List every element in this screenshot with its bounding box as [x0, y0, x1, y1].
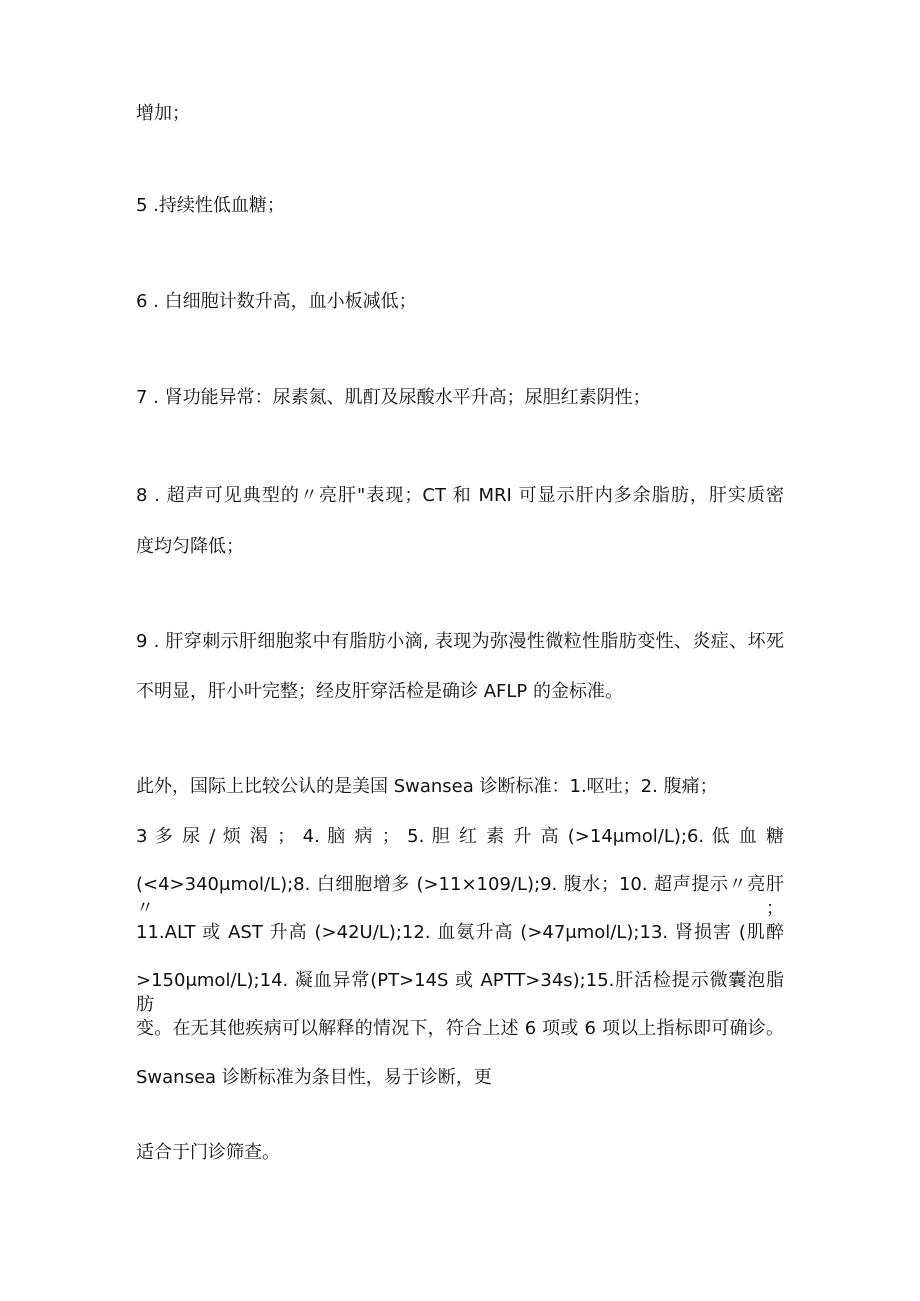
text-line-12: 11.ALT 或 AST 升高 (>42U/L);12. 血氨升高 (>47μmol∕L);13. 肾损害 (肌醉	[136, 922, 784, 943]
text-line-5: 8 . 超声可见典型的〃亮肝"表现；CT 和 MRI 可显示肝内多余脂肪，肝实质密	[136, 485, 784, 506]
text-line-4: 7 . 肾功能异常：尿素氮、肌酊及尿酸水平升高；尿胆红素阴性；	[136, 387, 651, 408]
text-line-2: 5 .持续性低血糖；	[136, 195, 285, 216]
text-line-8: 不明显，肝小叶完整；经皮肝穿活检是确诊 AFLP 的金标准。	[136, 681, 623, 702]
text-line-3: 6 . 白细胞计数升高，血小板减低；	[136, 291, 417, 312]
text-line-14: 变。在无其他疾病可以解释的情况下，符合上述 6 项或 6 项以上指标即可确诊。	[136, 1018, 784, 1039]
text-line-6: 度均匀降低；	[136, 536, 244, 557]
text-line-10: 3 多 尿 / 烦 渴 ； 4. 脑 病 ； 5. 胆 红 素 升 高 (>14μmol/L);6. 低 血 糖	[136, 826, 784, 847]
text-line-1: 增加；	[136, 103, 190, 124]
text-line-11: (<4>340μmol∕L);8. 白细胞增多 (>11×109∕L);9. 腹水；10. 超声提示〃亮肝〃；	[136, 874, 784, 919]
text-line-16: 适合于门诊筛查。	[136, 1142, 280, 1163]
text-line-7: 9 . 肝穿刺示肝细胞浆中有脂肪小滴, 表现为弥漫性微粒性脂肪变性、炎症、坏死	[136, 631, 784, 652]
text-line-13: >150μmol∕L);14. 凝血异常(PT>14S 或 APTT>34s);15.肝活检提示微囊泡脂肪	[136, 970, 784, 1015]
text-line-15: Swansea 诊断标准为条目性，易于诊断，更	[136, 1067, 492, 1088]
text-line-9: 此外，国际上比较公认的是美国 Swansea 诊断标准：1.呕吐；2. 腹痛；	[136, 776, 718, 797]
